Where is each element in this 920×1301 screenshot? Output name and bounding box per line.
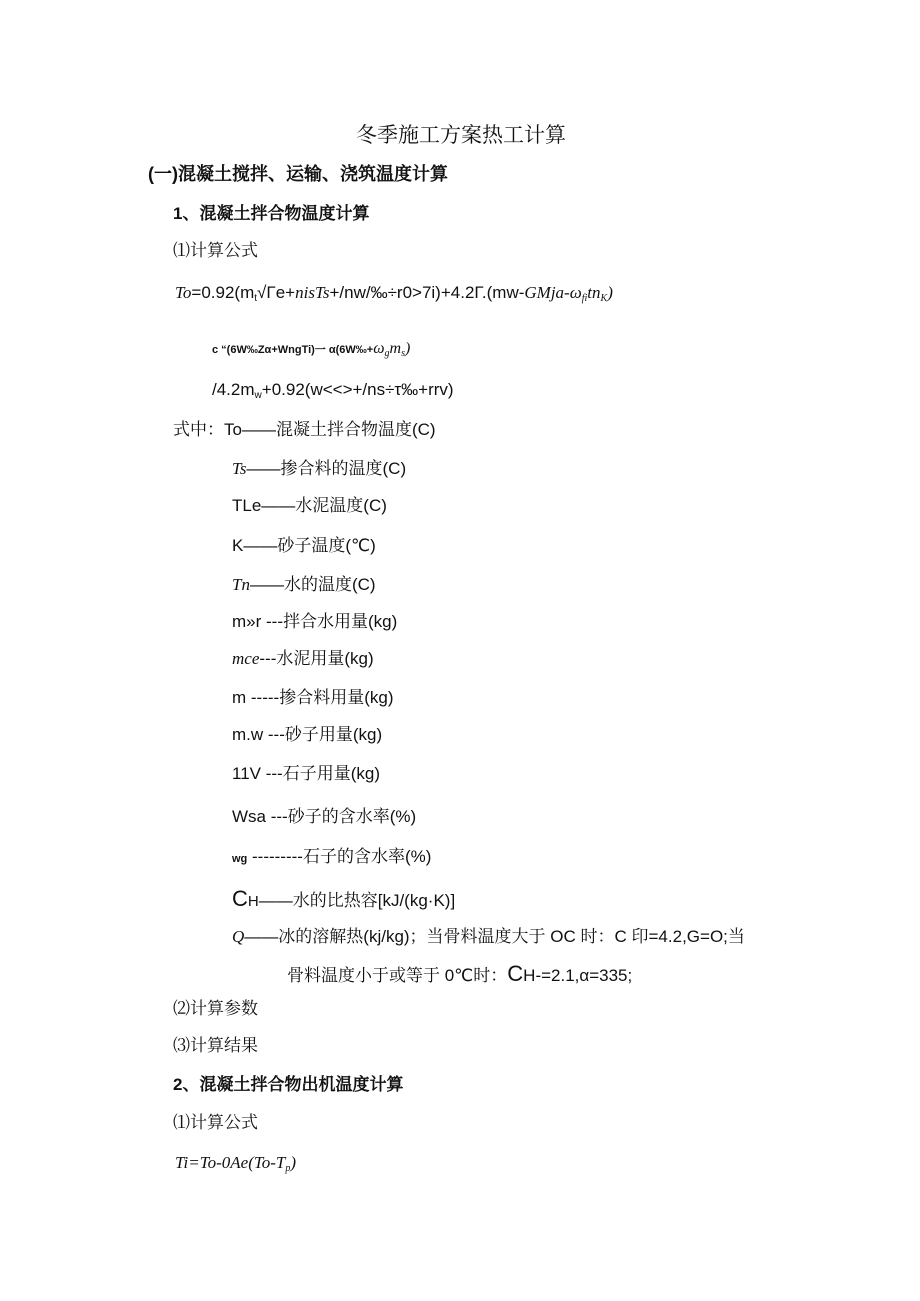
legend-desc: ——冰的溶解热(kj/kg)；当骨料温度大于 OC 时：C 印=4.2,G=O;当 xyxy=(244,927,745,946)
legend-item xyxy=(232,612,397,632)
legend-item xyxy=(232,688,393,708)
legend-symbol: Q xyxy=(232,927,245,946)
legend-desc: ---石子用量(kg) xyxy=(261,764,380,783)
formula-subscript: p xyxy=(285,1163,291,1174)
formula-subscript: fi xyxy=(581,293,588,304)
section-heading-1: (一)混凝土搅拌、运输、浇筑温度计算 xyxy=(148,164,448,184)
legend-symbol: Wsa xyxy=(232,807,266,826)
subsection-heading-2: 2、混凝土拌合物出机温度计算 xyxy=(173,1075,404,1094)
legend-desc: ---------石子的含水率(%) xyxy=(247,847,432,866)
legend-symbol: Ts xyxy=(232,459,247,478)
formula-part: c “(6W‰Zα+WngTi)一 α(6W‰+ xyxy=(212,344,374,356)
legend-desc: ---拌合水用量(kg) xyxy=(261,612,398,631)
formula-label-1: ⑴计算公式 xyxy=(173,241,258,261)
legend-symbol: Tn xyxy=(232,575,250,594)
legend-intro: 式中：To——混凝土拌合物温度(C) xyxy=(173,420,436,439)
formula-line-2 xyxy=(212,339,410,360)
formula-subscript: t xyxy=(254,293,258,304)
legend-symbol: m.w xyxy=(232,725,264,744)
legend-symbol: 11V xyxy=(232,764,261,783)
legend-item xyxy=(232,649,374,669)
legend-desc: H-=2.1,α=335; xyxy=(523,966,633,985)
formula-line-3 xyxy=(212,380,454,402)
legend-item xyxy=(232,807,416,827)
page-title: 冬季施工方案热工计算 xyxy=(356,123,566,147)
result-label: ⑶计算结果 xyxy=(173,1036,258,1056)
legend-symbol: TLe xyxy=(232,496,262,515)
legend-symbol: m»r xyxy=(232,612,262,631)
legend-desc: ——水的温度(C) xyxy=(249,575,376,594)
formula-part: √Γe+ xyxy=(257,283,296,302)
legend-desc: ---水泥用量(kg) xyxy=(259,649,374,668)
legend-item xyxy=(232,536,376,556)
params-label: ⑵计算参数 xyxy=(173,999,258,1019)
legend-symbol: H xyxy=(247,893,259,910)
legend-item xyxy=(232,927,745,947)
formula-line-1 xyxy=(175,283,613,305)
formula-part: =0.92(m xyxy=(191,283,255,302)
legend-desc: -----掺合料用量(kg) xyxy=(246,688,394,707)
formula-part: +/nw/‰÷r0>7i)+4.2Γ.(mw- xyxy=(329,283,525,302)
formula-part: ) xyxy=(607,283,613,302)
legend-item xyxy=(232,459,406,479)
formula-part: GMja-ω xyxy=(524,283,582,302)
legend-item xyxy=(232,575,376,595)
legend-desc: 骨料温度小于或等于 0℃时： xyxy=(287,966,508,985)
formula-part: ω xyxy=(373,340,385,357)
formula-subscript: w xyxy=(254,390,262,401)
formula-part: ) xyxy=(404,340,411,357)
legend-desc: ——砂子温度(℃) xyxy=(243,536,376,555)
legend-symbol: C xyxy=(232,886,248,911)
formula-part: m xyxy=(389,340,402,357)
formula-part: nisTs xyxy=(295,283,330,302)
legend-item xyxy=(232,847,431,867)
legend-item xyxy=(232,725,382,745)
formula-subscript: K xyxy=(600,293,608,304)
formula-part: ) xyxy=(290,1153,297,1172)
formula-part: +0.92(w<<>+/ns÷τ‰+rrv) xyxy=(261,380,454,399)
legend-symbol: C xyxy=(507,961,524,986)
legend-symbol: wg xyxy=(232,853,248,865)
formula-part: To xyxy=(175,283,192,302)
formula-label-2: ⑴计算公式 xyxy=(173,1113,258,1133)
legend-symbol: mce xyxy=(232,649,260,668)
legend-desc: ---砂子用量(kg) xyxy=(263,725,383,744)
legend-desc: ---砂子的含水率(%) xyxy=(266,807,417,826)
legend-desc: ——水的比热容[kJ/(kg·K)] xyxy=(258,891,456,910)
formula-subscript: s xyxy=(401,348,405,359)
legend-symbol: m xyxy=(232,688,247,707)
legend-item xyxy=(232,764,380,784)
legend-desc: ——掺合料的温度(C) xyxy=(246,459,407,478)
legend-item xyxy=(232,886,455,912)
subsection-heading-1: 1、混凝土拌合物温度计算 xyxy=(173,204,370,223)
formula-part: tn xyxy=(587,283,601,302)
formula-subscript: g xyxy=(384,348,390,359)
formula-part: Ti=To-0Ae(To-T xyxy=(175,1153,286,1172)
formula-line-4 xyxy=(175,1153,296,1175)
legend-item xyxy=(232,496,387,516)
legend-symbol: K xyxy=(232,536,244,555)
formula-part: /4.2m xyxy=(212,380,255,399)
legend-desc: ——水泥温度(C) xyxy=(261,496,387,515)
legend-continuation xyxy=(287,961,632,987)
